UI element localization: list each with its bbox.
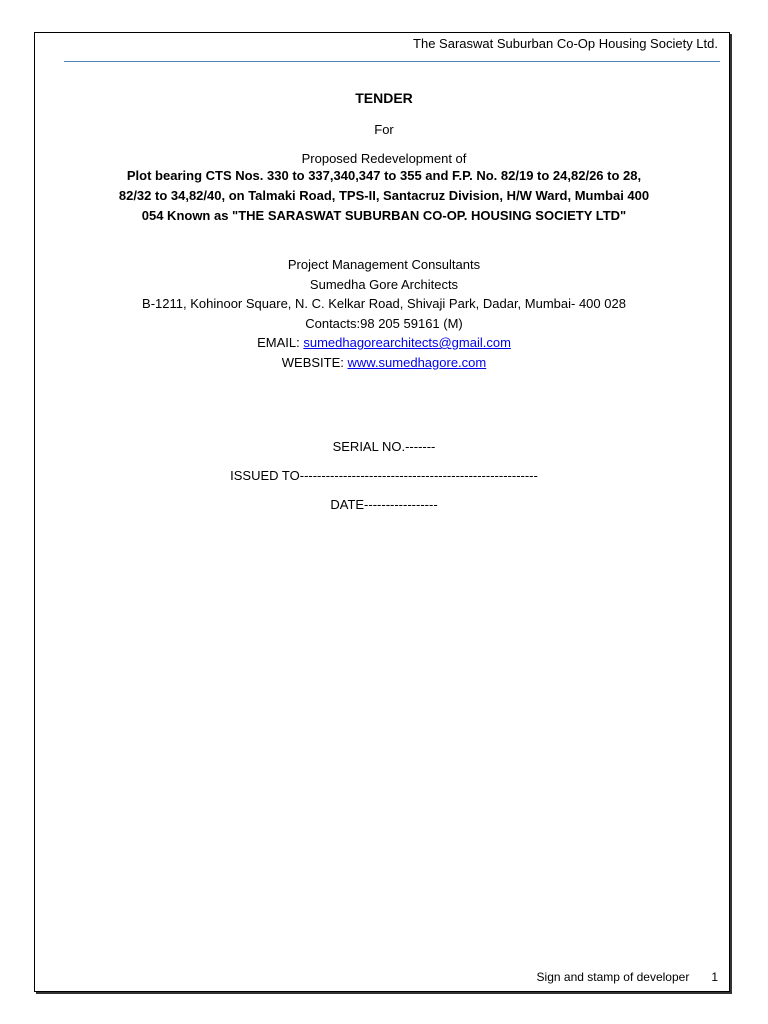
- proposed-label: Proposed Redevelopment of: [301, 151, 467, 166]
- consultant-contacts: Contacts:98 205 59161 (M): [305, 315, 463, 331]
- website-line: [40, 353, 728, 373]
- plot-description-line-3: 054 Known as "THE SARASWAT SUBURBAN CO-OP. HOUSING SOCIETY LTD": [141, 208, 627, 223]
- document-title: TENDER: [355, 90, 413, 106]
- website-link[interactable]: www.sumedhagore.com: [347, 354, 487, 370]
- consultant-details: [40, 255, 728, 372]
- plot-description-line-2: 82/32 to 34,82/40, on Talmaki Road, TPS-II, Santacruz Division, H/W Ward, Mumbai 400: [118, 188, 650, 203]
- issued-to-field: ISSUED TO-------------------------------------------------------: [230, 468, 538, 483]
- header-divider: [64, 61, 720, 62]
- page-footer: [537, 970, 718, 984]
- email-link[interactable]: sumedhagorearchitects@gmail.com: [303, 335, 511, 350]
- website-label: WEBSITE:: [281, 354, 348, 370]
- consultant-role: Project Management Consultants: [287, 257, 481, 272]
- serial-number-field: SERIAL NO.-------: [332, 439, 436, 454]
- email-label: EMAIL:: [257, 335, 304, 350]
- email-line: [40, 333, 728, 353]
- consultant-address: B-1211, Kohinoor Square, N. C. Kelkar Road, Shivaji Park, Dadar, Mumbai- 400 028: [142, 296, 626, 311]
- consultant-firm: Sumedha Gore Architects: [309, 276, 459, 292]
- header-society-name: The Saraswat Suburban Co-Op Housing Society Ltd.: [413, 36, 718, 51]
- for-label: For: [374, 122, 394, 137]
- sign-stamp-text: Sign and stamp of developer: [536, 970, 690, 984]
- date-field: DATE-----------------: [330, 497, 438, 512]
- page-number: 1: [711, 970, 718, 984]
- plot-description-line-1: Plot bearing CTS Nos. 330 to 337,340,347 to 355 and F.P. No. 82/19 to 24,82/26 to 28,: [126, 168, 642, 183]
- plot-description: [40, 166, 728, 226]
